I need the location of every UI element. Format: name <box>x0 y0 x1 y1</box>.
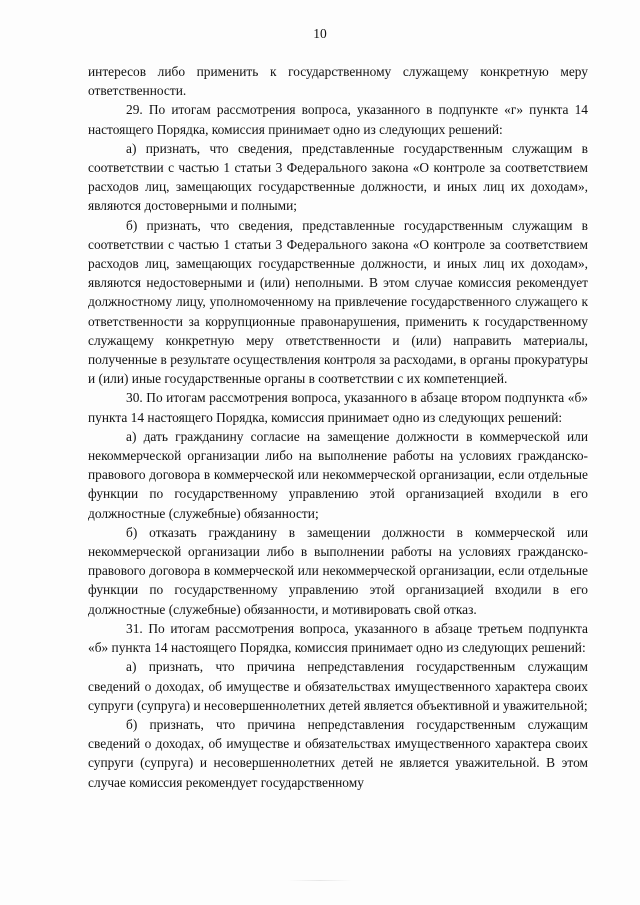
paragraph-29-b: б) признать, что сведения, представленные государственным служащим в соответствии с частью 1 статьи 3 Федерального закона «О контроле за соответствием расходов лиц, замещающих государственные должности, и иных лиц их доходам», являются недостоверными и (или) неполными. В этом случае комиссия рекомендует должностному лицу, уполномоченному на привлечение государственного служащего к ответственности за коррупционные правонарушения, применить к государственному служащему конкретную меру ответственности и (или) направить материалы, полученные в результате осуществления контроля за расходами, в органы прокуратуры и (или) иные государственные органы в соответствии с их компетенцией. <box>88 217 588 387</box>
scan-fold-mark <box>0 880 640 881</box>
paragraph-30-a: а) дать гражданину согласие на замещение должности в коммерческой или некоммерческой организации либо на выполнение работы на условиях гражданско-правового договора в коммерческой или некоммерческой организации, если отдельные функции по государственному управлению этой организацией входили в его должностные (служебные) обязанности; <box>88 428 588 521</box>
paragraph-continuation: интересов либо применить к государственному служащему конкретную меру ответственности. <box>88 64 588 99</box>
paragraph-29: 29. По итогам рассмотрения вопроса, указанного в подпункте «г» пункта 14 настоящего Порядка, комиссия принимает одно из следующих решений: <box>88 102 588 137</box>
page-number: 10 <box>313 26 327 41</box>
paragraph-31-b: б) признать, что причина непредставления государственным служащим сведений о доходах, об имуществе и обязательствах имущественного характера своих супруги (супруга) и несовершеннолетних детей не является уважительной. В этом случае комиссия рекомендует государственному <box>88 716 588 790</box>
document-body <box>88 62 588 792</box>
paragraph-30: 30. По итогам рассмотрения вопроса, указанного в абзаце втором подпункта «б» пункта 14 настоящего Порядка, комиссия принимает одно из следующих решений: <box>88 390 588 425</box>
paragraph-30-b: б) отказать гражданину в замещении должности в коммерческой или некоммерческой организации либо в выполнении работы на условиях гражданско-правового договора в коммерческой или некоммерческой организации, если отдельные функции по государственному управлению этой организацией входили в его должностные (служебные) обязанности, и мотивировать свой отказ. <box>88 524 588 617</box>
paragraph-31-a: а) признать, что причина непредставления государственным служащим сведений о доходах, об имуществе и обязательствах имущественного характера своих супруги (супруга) и несовершеннолетних детей является объективной и уважительной; <box>88 659 588 713</box>
paragraph-29-a: а) признать, что сведения, представленные государственным служащим в соответствии с частью 1 статьи 3 Федерального закона «О контроле за соответствием расходов лиц, замещающих государственные должности, и иных лиц их доходам», являются достоверными и полными; <box>88 140 588 214</box>
paragraph-31: 31. По итогам рассмотрения вопроса, указанного в абзаце третьем подпункта «б» пункта 14 настоящего Порядка, комиссия принимает одно из следующих решений: <box>88 620 588 656</box>
